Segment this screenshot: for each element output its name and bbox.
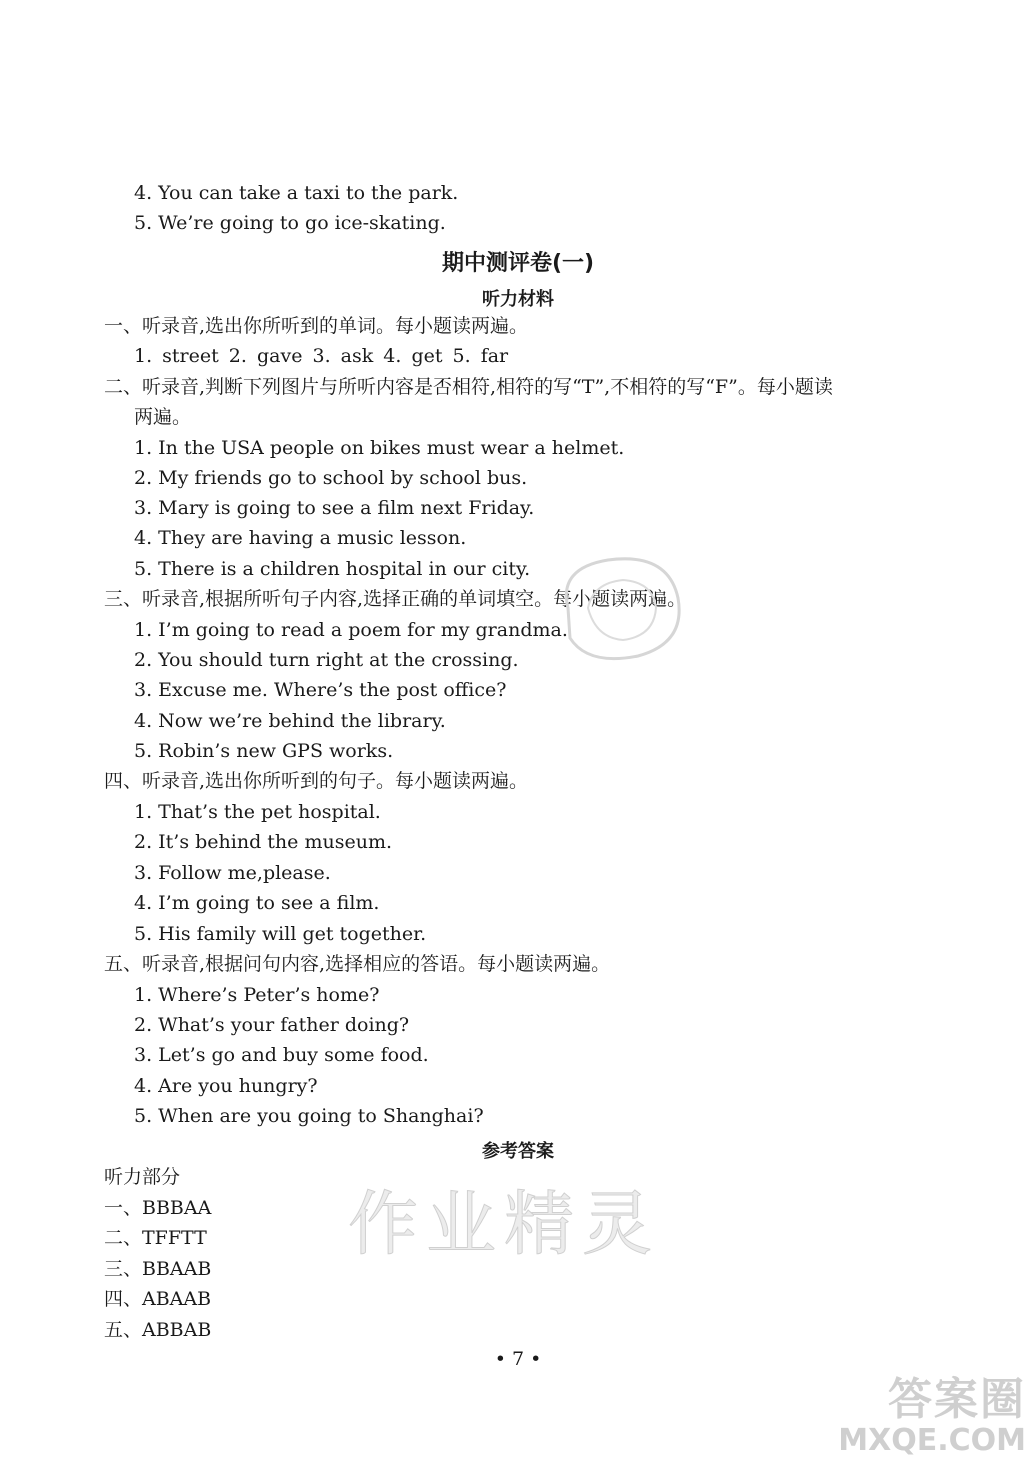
- watermark-logo: [838, 1363, 1026, 1458]
- text-line: 5. We’re going to go ice-skating.: [134, 212, 446, 234]
- section-item: 5. When are you going to Shanghai?: [134, 1105, 484, 1127]
- answer-line: 二、TFFTT: [104, 1227, 207, 1249]
- section-item: 3. Mary is going to see a film next Friday.: [134, 497, 535, 519]
- section-item: 1. That’s the pet hospital.: [134, 801, 381, 823]
- answers-subtitle: 听力部分: [104, 1166, 181, 1188]
- section-item: 5. Robin’s new GPS works.: [134, 740, 394, 762]
- section-heading: 一、听录音,选出你所听到的单词。每小题读两遍。: [104, 315, 529, 337]
- answers-title: 参考答案: [482, 1141, 554, 1162]
- section-heading: 四、听录音,选出你所听到的句子。每小题读两遍。: [104, 770, 529, 792]
- section-item: 2. My friends go to school by school bus.: [134, 467, 528, 489]
- section-item: 4. Now we’re behind the library.: [134, 710, 446, 732]
- section-heading: 五、听录音,根据问句内容,选择相应的答语。每小题读两遍。: [104, 953, 611, 975]
- section-item: 5. There is a children hospital in our city.: [134, 558, 531, 580]
- answer-line: 四、ABAAB: [104, 1288, 212, 1310]
- section-item: 4. I’m going to see a film.: [134, 892, 380, 914]
- section-item: 1. Where’s Peter’s home?: [134, 984, 380, 1006]
- section-item: 1. street 2. gave 3. ask 4. get 5. far: [134, 345, 509, 367]
- watermark-text: 作业精灵: [348, 1183, 660, 1265]
- answer-line: 一、BBBAA: [104, 1197, 212, 1219]
- section-item: 2. You should turn right at the crossing.: [134, 649, 519, 671]
- section-heading: 三、听录音,根据所听句子内容,选择正确的单词填空。每小题读两遍。: [104, 588, 687, 610]
- text-line: 4. You can take a taxi to the park.: [134, 182, 459, 204]
- exam-title: 期中测评卷(一): [441, 251, 595, 276]
- watermark-logo-main: 答案圈: [888, 1374, 1026, 1425]
- section-heading-continued: 两遍。: [134, 406, 192, 428]
- section-item: 2. What’s your father doing?: [134, 1014, 410, 1036]
- section-item: 3. Follow me,please.: [134, 862, 331, 884]
- section-item: 2. It’s behind the museum.: [134, 831, 392, 853]
- watermark-logo-url: MXQE.COM: [838, 1423, 1026, 1458]
- section-item: 4. Are you hungry?: [134, 1075, 318, 1097]
- answer-line: 三、BBAAB: [104, 1258, 212, 1280]
- section-item: 1. In the USA people on bikes must wear a helmet.: [134, 437, 625, 459]
- answer-line: 五、ABBAB: [104, 1319, 212, 1341]
- section-item: 4. They are having a music lesson.: [134, 527, 467, 549]
- section-item: 3. Excuse me. Where’s the post office?: [134, 679, 507, 701]
- section-item: 1. I’m going to read a poem for my grandma.: [134, 619, 568, 641]
- section-heading: 二、听录音,判断下列图片与所听内容是否相符,相符的写“T”,不相符的写“F”。每小题读: [104, 376, 833, 398]
- page-number: • 7 •: [494, 1348, 542, 1370]
- section-item: 3. Let’s go and buy some food.: [134, 1044, 429, 1066]
- section-item: 5. His family will get together.: [134, 923, 427, 945]
- listening-title: 听力材料: [482, 289, 554, 310]
